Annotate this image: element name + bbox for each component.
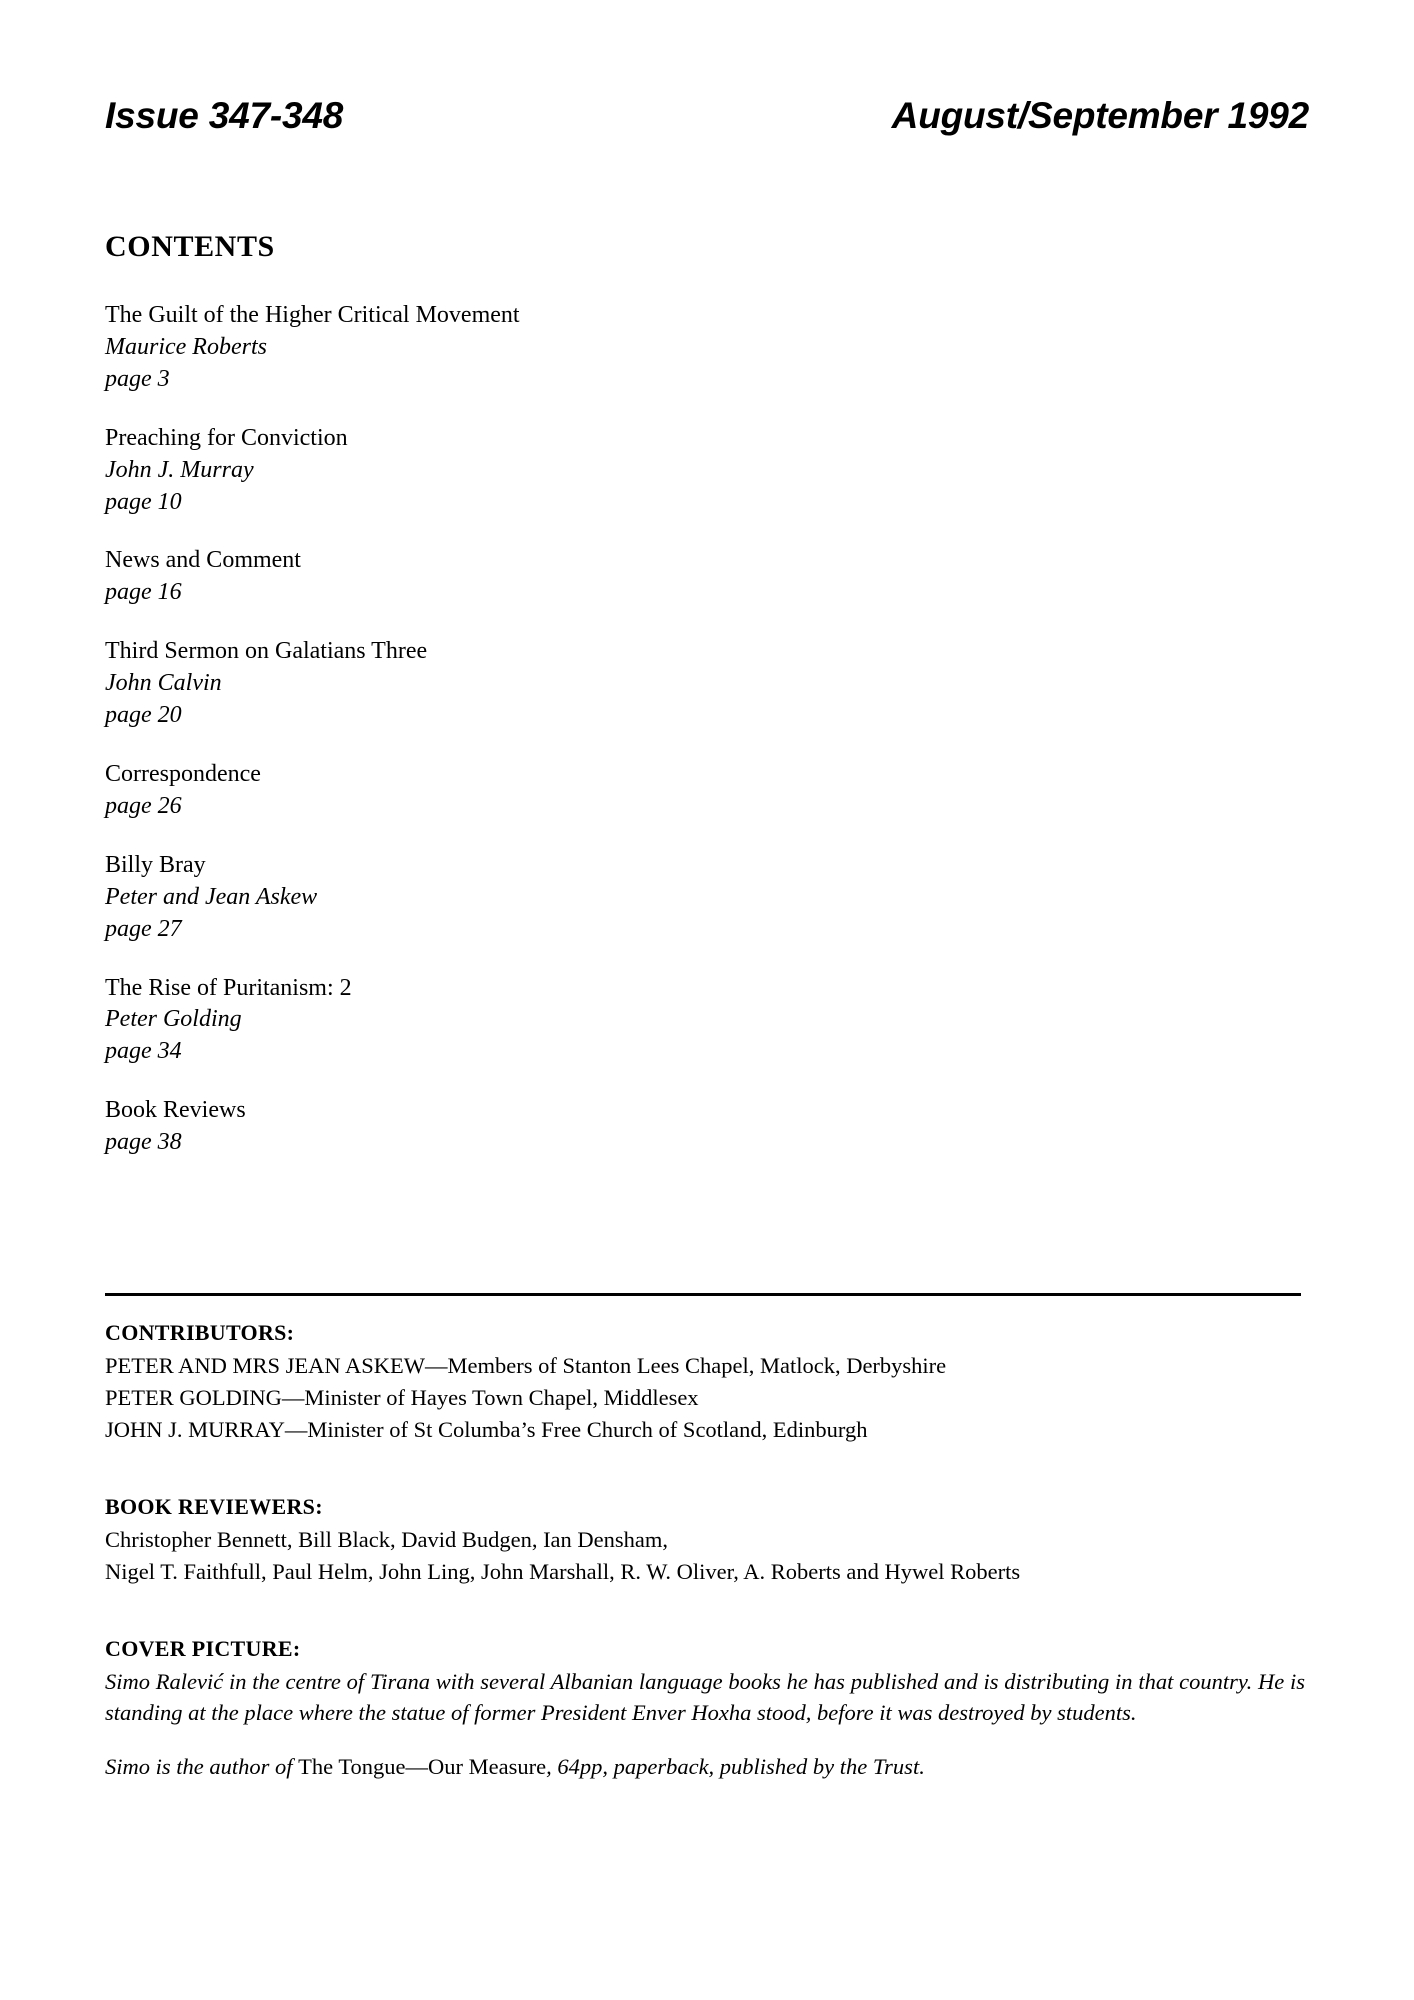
- book-reviewers-line: Nigel T. Faithfull, Paul Helm, John Ling, John Marshall, R. W. Oliver, A. Roberts and Hywel Roberts: [105, 1558, 1021, 1584]
- toc-page: page 34: [105, 1038, 182, 1065]
- contributors-block: [105, 1320, 1305, 1446]
- cover-note-suffix: , 64pp, paperback, published by the Trust.: [546, 1753, 925, 1779]
- cover-note-prefix: Simo is the author of: [105, 1753, 299, 1779]
- list-item: [105, 300, 865, 396]
- toc-title: Book Reviews: [105, 1097, 246, 1124]
- toc-title: The Rise of Puritanism: 2: [105, 974, 352, 1001]
- book-reviewers-line: Christopher Bennett, Bill Black, David Budgen, Ian Densham,: [105, 1526, 669, 1552]
- list-item: [105, 1095, 865, 1159]
- toc-page: page 16: [105, 579, 182, 606]
- contributors-line: PETER AND MRS JEAN ASKEW—Members of Stanton Lees Chapel, Matlock, Derbyshire: [105, 1353, 947, 1378]
- contributors-line: PETER GOLDING—Minister of Hayes Town Chapel, Middlesex: [105, 1384, 699, 1410]
- toc-page: page 38: [105, 1129, 182, 1156]
- toc-title: Preaching for Conviction: [105, 424, 348, 451]
- issue-date: August/September 1992: [891, 95, 1309, 136]
- list-item: [105, 423, 865, 519]
- contents-list: [105, 300, 865, 1186]
- cover-note-title: The Tongue—Our Measure: [298, 1753, 547, 1779]
- cover-picture-block: [105, 1636, 1305, 1780]
- issue-number: Issue 347-348: [105, 95, 344, 136]
- toc-page: page 26: [105, 792, 182, 819]
- horizontal-rule: [105, 1293, 1301, 1296]
- back-matter: [105, 1320, 1305, 1814]
- toc-title: Third Sermon on Galatians Three: [105, 638, 428, 665]
- toc-page: page 20: [105, 702, 182, 729]
- list-item: [105, 759, 865, 823]
- contents-heading: CONTENTS: [105, 230, 275, 263]
- toc-author: John J. Murray: [105, 456, 254, 483]
- list-item: [105, 636, 865, 732]
- book-reviewers-heading: BOOK REVIEWERS:: [105, 1493, 323, 1519]
- toc-title: Correspondence: [105, 760, 261, 787]
- toc-page: page 10: [105, 488, 182, 515]
- toc-title: The Guilt of the Higher Critical Movement: [105, 302, 520, 328]
- cover-picture-description: Simo Ralević in the centre of Tirana with several Albanian language books he has published and is distributing in that country. He is standing at the place where the statue of former President Enver Hoxha stood, before it was destroyed by students.: [105, 1668, 1305, 1725]
- toc-author: Peter and Jean Askew: [105, 883, 318, 910]
- list-item: [105, 850, 865, 946]
- toc-title: News and Comment: [105, 547, 301, 574]
- toc-author: Maurice Roberts: [105, 333, 267, 360]
- list-item: [105, 545, 865, 609]
- contributors-heading: CONTRIBUTORS:: [105, 1320, 295, 1345]
- toc-author: John Calvin: [105, 670, 222, 697]
- toc-page: page 3: [105, 365, 170, 392]
- toc-page: page 27: [105, 915, 182, 942]
- toc-title: Billy Bray: [105, 851, 206, 878]
- masthead: [105, 95, 1309, 137]
- list-item: [105, 973, 865, 1069]
- cover-picture-heading: COVER PICTURE:: [105, 1635, 301, 1661]
- book-reviewers-block: [105, 1494, 1305, 1588]
- cover-picture-note: [105, 1754, 1305, 1780]
- toc-author: Peter Golding: [105, 1006, 242, 1033]
- contributors-line: JOHN J. MURRAY—Minister of St Columba’s Free Church of Scotland, Edinburgh: [105, 1416, 868, 1442]
